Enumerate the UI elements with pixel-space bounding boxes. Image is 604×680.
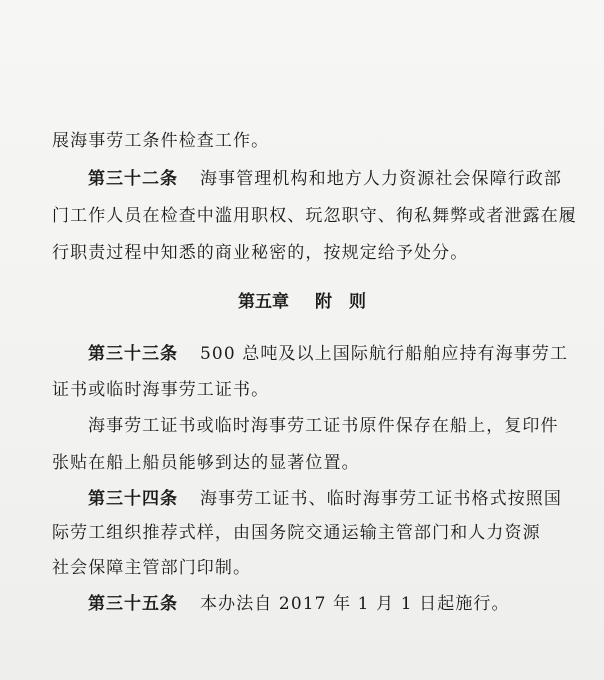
article-34-text: 社会保障主管部门印制。 (52, 558, 252, 578)
text-line-continuation (52, 130, 269, 152)
paragraph-text: 海事劳工证书或临时海事劳工证书原件保存在船上，复印件 (88, 416, 559, 436)
article-32-line-3 (52, 242, 468, 264)
article-35-label: 第三十五条 (88, 594, 178, 614)
article-32-line-2 (52, 205, 577, 227)
article-34-label: 第三十四条 (88, 489, 178, 509)
article-32-label: 第三十二条 (88, 169, 178, 189)
article-34-text: 海事劳工证书、临时海事劳工证书格式按照国 (200, 489, 562, 509)
article-34-line-1 (88, 488, 562, 510)
article-32-text: 门工作人员在检查中滥用职权、玩忽职守、徇私舞弊或者泄露在履 (52, 206, 577, 226)
article-33-text: 500 总吨及以上国际航行船舶应持有海事劳工 (200, 344, 569, 364)
copies-paragraph-line-2 (52, 452, 360, 474)
article-32-text: 海事管理机构和地方人力资源社会保障行政部 (200, 169, 562, 189)
article-34-line-2 (52, 522, 541, 544)
article-33-line-2 (52, 379, 269, 401)
article-33-label: 第三十三条 (88, 344, 178, 364)
article-35-line-1 (88, 593, 510, 615)
paragraph-text: 展海事劳工条件检查工作。 (52, 131, 270, 151)
article-34-line-3 (52, 557, 251, 579)
article-32-text: 行职责过程中知悉的商业秘密的，按规定给予处分。 (52, 243, 469, 263)
article-33-text: 证书或临时海事劳工证书。 (52, 380, 270, 400)
article-35-text: 本办法自 2017 年 1 月 1 日起施行。 (200, 594, 510, 614)
article-33-line-1 (88, 343, 568, 365)
chapter-name: 附 则 (315, 292, 366, 312)
chapter-number: 第五章 (238, 292, 289, 312)
article-34-text: 际劳工组织推荐式样，由国务院交通运输主管部门和人力资源 (52, 523, 541, 543)
paragraph-text: 张贴在船上船员能够到达的显著位置。 (52, 453, 360, 473)
chapter-heading (0, 291, 604, 313)
article-32-line-1 (88, 168, 562, 190)
copies-paragraph-line-1 (88, 415, 559, 437)
